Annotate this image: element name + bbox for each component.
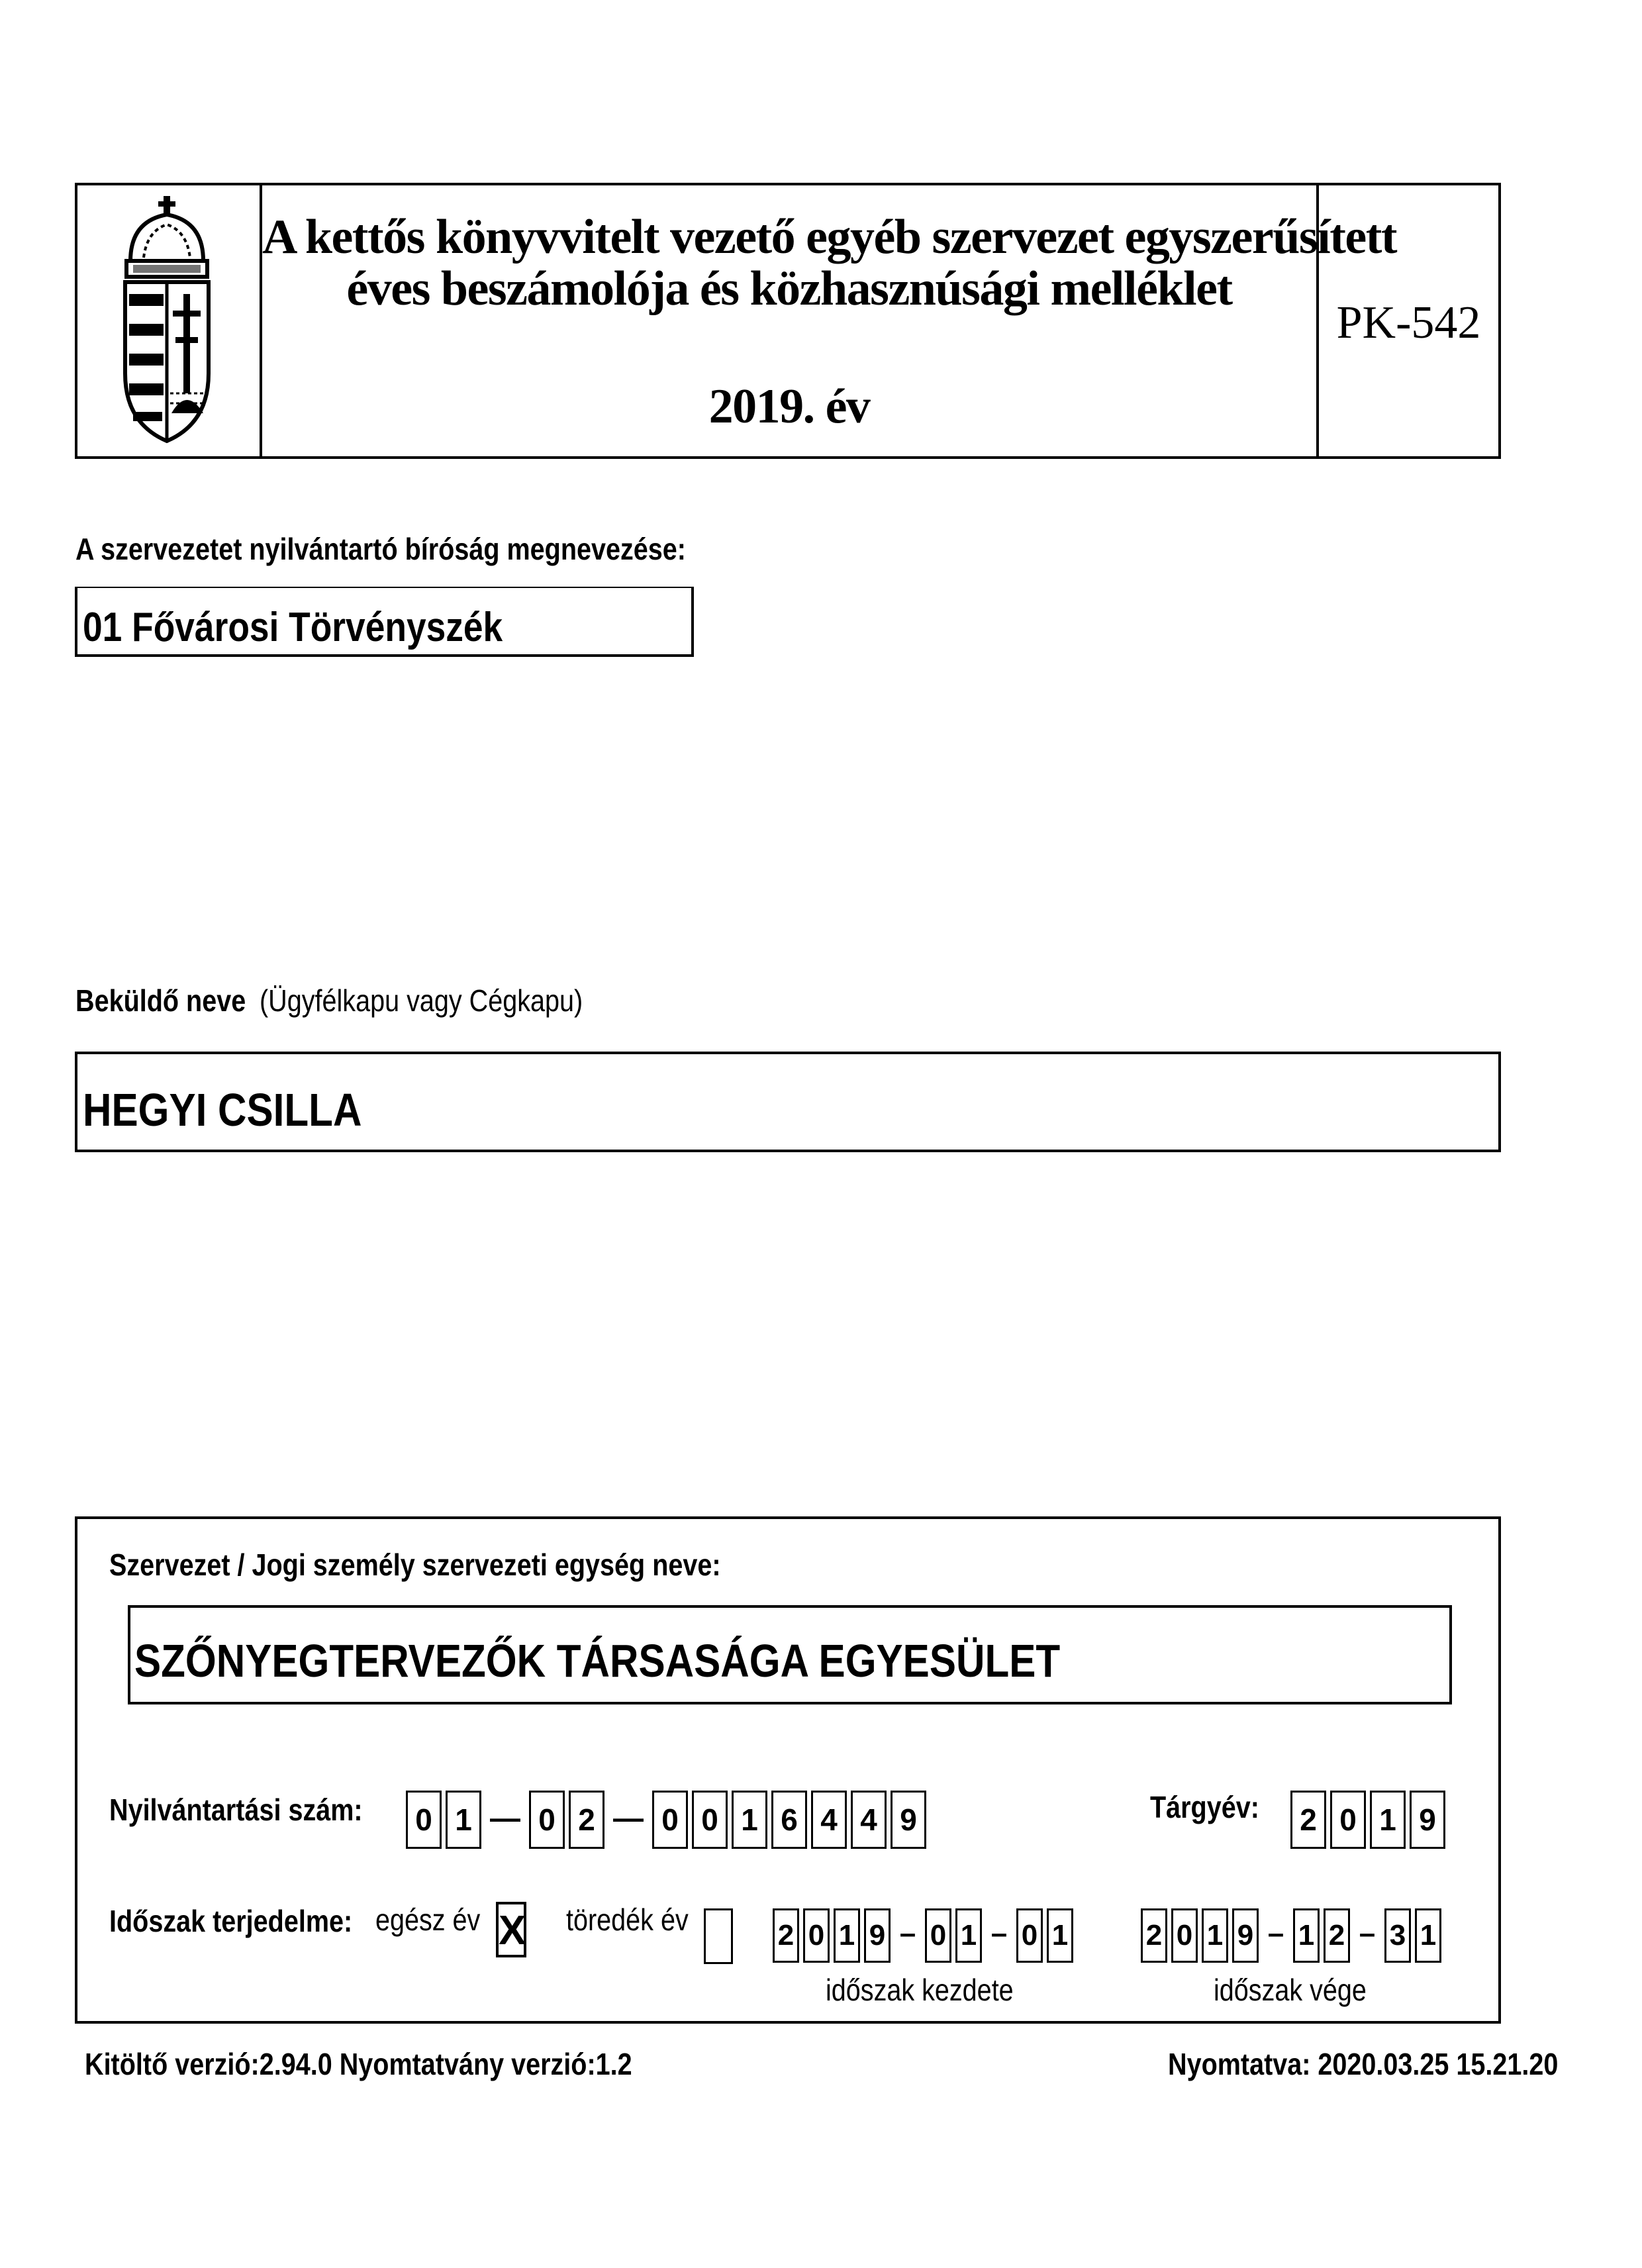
sender-field[interactable]	[75, 1052, 1501, 1152]
digit-box: 0	[406, 1791, 442, 1849]
logo-cell	[77, 185, 262, 456]
digit-box: 0	[1016, 1908, 1043, 1963]
separator: –	[990, 1917, 1008, 1949]
court-field[interactable]	[75, 587, 694, 657]
digit-box: 1	[1202, 1908, 1228, 1963]
form-title-line1: A kettős könyvvitelt vezető egyéb szervezet egyszerűsített	[262, 210, 1396, 264]
subject-year[interactable]	[1290, 1791, 1449, 1849]
subject-year-label: Tárgyév:	[1150, 1790, 1259, 1824]
digit-box: 2	[1290, 1791, 1326, 1849]
digit-box: 4	[851, 1791, 887, 1849]
digit-box: 1	[834, 1908, 860, 1963]
footer-printed: Nyomtatva: 2020.03.25 15.21.20	[1168, 2047, 1559, 2081]
partial-year-label: töredék év	[566, 1902, 689, 1937]
digit-box: 0	[1330, 1791, 1366, 1849]
digit-box: 9	[891, 1791, 926, 1849]
registration-number[interactable]	[406, 1791, 930, 1849]
separator: –	[1267, 1917, 1284, 1949]
digit-box: 9	[1410, 1791, 1445, 1849]
digit-box: 4	[811, 1791, 847, 1849]
registration-label: Nyilvántartási szám:	[109, 1793, 363, 1827]
digit-box: 0	[529, 1791, 565, 1849]
digit-box: 6	[771, 1791, 807, 1849]
sender-note: (Ügyfélkapu vagy Cégkapu)	[260, 983, 583, 1018]
digit-box: 2	[569, 1791, 604, 1849]
digit-box: 0	[692, 1791, 728, 1849]
digit-box: 0	[925, 1908, 951, 1963]
period-end-caption: időszak vége	[1214, 1973, 1367, 2007]
digit-box: 1	[1047, 1908, 1073, 1963]
sender-label: Beküldő neve	[75, 983, 246, 1018]
period-start-caption: időszak kezdete	[826, 1973, 1014, 2007]
organization-label: Szervezet / Jogi személy szervezeti egység neve:	[109, 1548, 721, 1582]
period-label: Időszak terjedelme:	[109, 1904, 353, 1938]
form-code-cell	[1319, 185, 1498, 456]
digit-box: 9	[1232, 1908, 1259, 1963]
court-label: A szervezetet nyilvántartó bíróság megnevezése:	[75, 532, 686, 566]
digit-box: 1	[1370, 1791, 1406, 1849]
digit-box: 2	[1141, 1908, 1167, 1963]
digit-box: 1	[732, 1791, 767, 1849]
digit-box: 1	[1293, 1908, 1320, 1963]
separator: –	[1359, 1917, 1376, 1949]
form-code: PK-542	[1336, 297, 1481, 348]
digit-box: 0	[803, 1908, 830, 1963]
form-header	[75, 183, 1501, 459]
full-year-label: egész év	[375, 1902, 481, 1937]
sender-label-row	[75, 983, 273, 1018]
digit-box: 1	[446, 1791, 481, 1849]
organization-name-field[interactable]	[128, 1605, 1452, 1704]
separator: —	[613, 1800, 644, 1835]
digit-box: 0	[1171, 1908, 1198, 1963]
period-start-date[interactable]	[773, 1908, 1077, 1963]
form-title-line2: éves beszámolója és közhasznúsági melléklet	[346, 262, 1232, 316]
digit-box: 1	[1415, 1908, 1441, 1963]
full-year-checkbox[interactable]: X	[496, 1902, 526, 1957]
period-end-date[interactable]	[1141, 1908, 1445, 1963]
footer-versions: Kitöltő verzió:2.94.0 Nyomtatvány verzió:1.2	[85, 2047, 632, 2081]
separator: –	[899, 1917, 916, 1949]
form-year: 2019. év	[708, 379, 870, 434]
title-cell	[262, 185, 1396, 456]
digit-box: 2	[1324, 1908, 1350, 1963]
digit-box: 0	[652, 1791, 688, 1849]
court-value: 01 Fővárosi Törvényszék	[83, 605, 503, 650]
hungarian-coat-of-arms-icon	[117, 195, 217, 446]
sender-value: HEGYI CSILLA	[83, 1084, 362, 1136]
digit-box: 9	[864, 1908, 891, 1963]
digit-box: 3	[1384, 1908, 1411, 1963]
organization-name-value: SZŐNYEGTERVEZŐK TÁRSASÁGA EGYESÜLET	[134, 1635, 1061, 1687]
partial-year-checkbox[interactable]	[704, 1908, 733, 1964]
organization-section	[75, 1516, 1501, 2024]
digit-box: 2	[773, 1908, 799, 1963]
separator: —	[490, 1800, 520, 1835]
digit-box: 1	[955, 1908, 982, 1963]
